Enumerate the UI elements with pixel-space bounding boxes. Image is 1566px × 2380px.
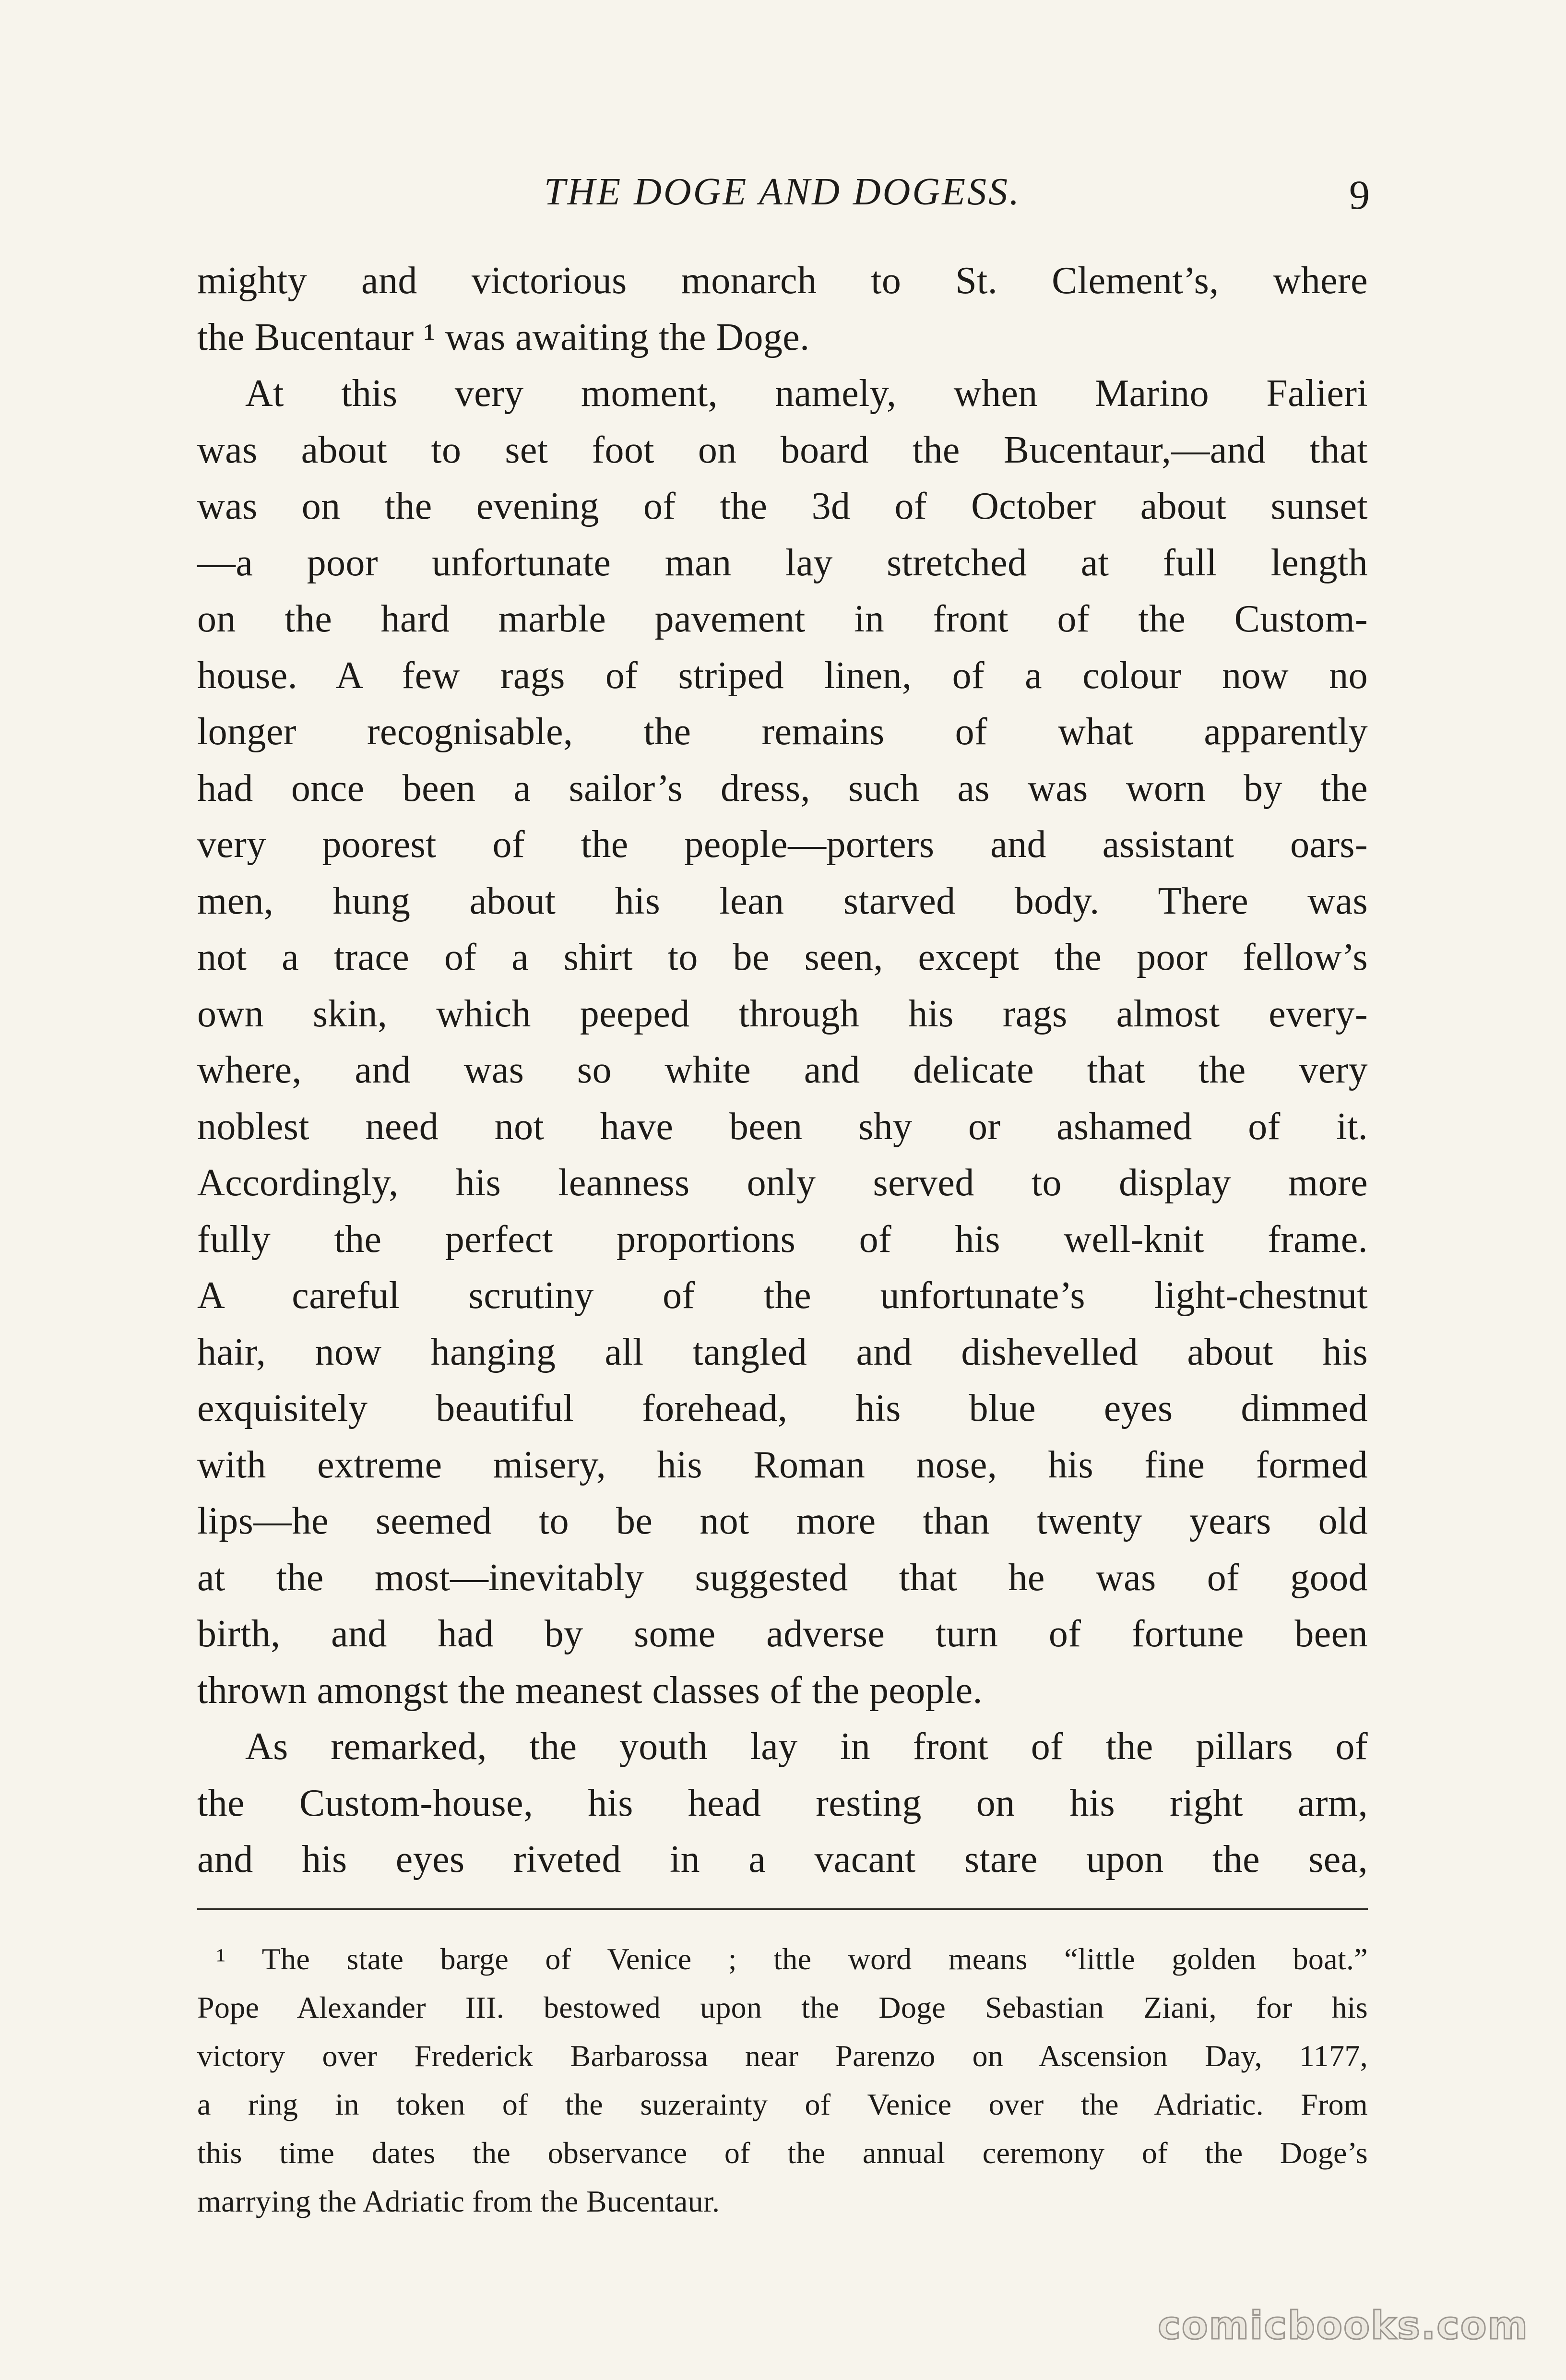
watermark: comicbooks.com xyxy=(1158,2303,1529,2348)
text-line: own skin, which peeped through his rags almost every- xyxy=(197,992,1368,1035)
text-line: where, and was so white and delicate that the very xyxy=(197,1049,1368,1091)
text-line: men, hung about his lean starved body. There was xyxy=(197,880,1368,922)
text-line: lips—he seemed to be not more than twenty years old xyxy=(197,1500,1368,1542)
body-text xyxy=(197,253,1368,1888)
text-line: hair, now hanging all tangled and dishevelled about his xyxy=(197,1331,1368,1373)
text-line: on the hard marble pavement in front of the Custom- xyxy=(197,598,1368,640)
text-line: mighty and victorious monarch to St. Clement’s, where xyxy=(197,260,1368,302)
footnote-line: this time dates the observance of the annual ceremony of the Doge’s xyxy=(197,2136,1368,2170)
text-line: not a trace of a shirt to be seen, except the poor fellow’s xyxy=(197,936,1368,978)
text-line: with extreme misery, his Roman nose, his fine formed xyxy=(197,1443,1368,1486)
text-line: At this very moment, namely, when Marino Falieri xyxy=(245,372,1368,415)
footnote-line: marrying the Adriatic from the Bucentaur. xyxy=(197,2184,720,2218)
text-line: was about to set foot on board the Bucentaur,—and that xyxy=(197,428,1368,471)
text-line: at the most—inevitably suggested that he was of good xyxy=(197,1556,1368,1599)
text-line: thrown amongst the meanest classes of the people. xyxy=(197,1669,983,1712)
text-line: and his eyes riveted in a vacant stare upon the sea, xyxy=(197,1838,1368,1880)
footnote-line: a ring in token of the suzerainty of Venice over the Adriatic. From xyxy=(197,2087,1368,2121)
text-line: birth, and had by some adverse turn of fortune been xyxy=(197,1613,1368,1655)
running-head xyxy=(197,166,1368,218)
text-line: the Custom-house, his head resting on his right arm, xyxy=(197,1782,1368,1824)
text-line: the Bucentaur ¹ was awaiting the Doge. xyxy=(197,316,810,358)
text-line: —a poor unfortunate man lay stretched at full length xyxy=(197,541,1368,584)
text-line: noblest need not have been shy or ashamed of it. xyxy=(197,1105,1368,1148)
text-line: As remarked, the youth lay in front of the pillars of xyxy=(245,1726,1368,1768)
footnote xyxy=(197,1935,1368,2225)
running-title: THE DOGE AND DOGESS. xyxy=(544,171,1021,213)
footnote-divider xyxy=(197,1908,1368,1910)
text-line: longer recognisable, the remains of what apparently xyxy=(197,711,1368,753)
text-line: very poorest of the people—porters and assistant oars- xyxy=(197,823,1368,866)
text-line: Accordingly, his leanness only served to display more xyxy=(197,1162,1368,1204)
page-number: 9 xyxy=(1349,172,1370,218)
footnote-line: victory over Frederick Barbarossa near Parenzo on Ascension Day, 1177, xyxy=(197,2039,1368,2073)
text-line: fully the perfect proportions of his well-knit frame. xyxy=(197,1218,1368,1261)
text-line: house. A few rags of striped linen, of a colour now no xyxy=(197,654,1368,697)
footnote-line: ¹ The state barge of Venice ; the word means “little golden boat.” xyxy=(216,1942,1368,1976)
text-line: A careful scrutiny of the unfortunate’s light-chestnut xyxy=(197,1274,1368,1317)
text-line: exquisitely beautiful forehead, his blue eyes dimmed xyxy=(197,1387,1368,1429)
text-line: was on the evening of the 3d of October about sunset xyxy=(197,485,1368,527)
footnote-line: Pope Alexander III. bestowed upon the Doge Sebastian Ziani, for his xyxy=(197,1990,1368,2024)
text-line: had once been a sailor’s dress, such as was worn by the xyxy=(197,767,1368,809)
